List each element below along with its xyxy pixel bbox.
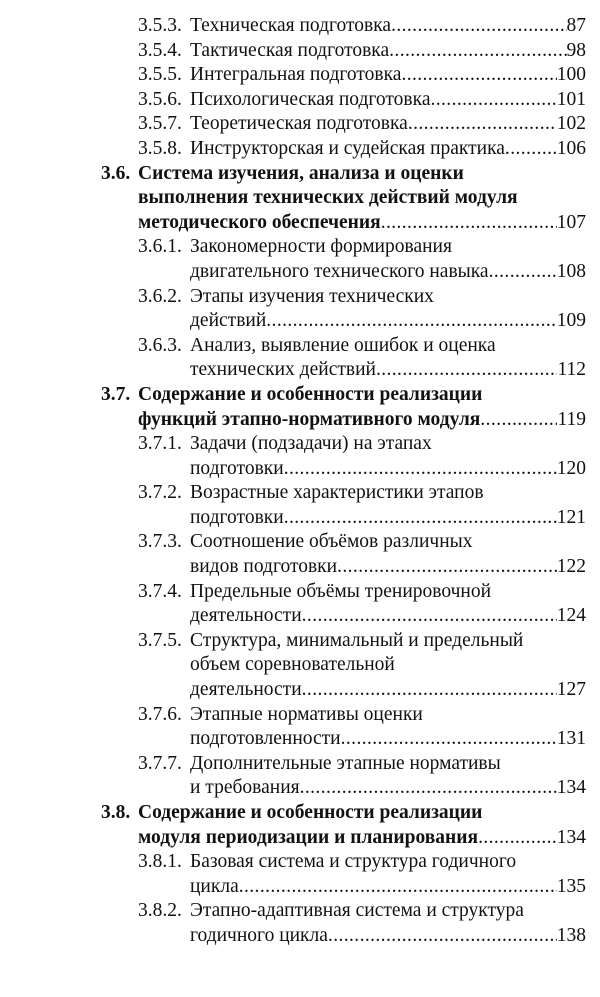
- toc-entry-number: 3.6.: [101, 162, 131, 184]
- toc-entry-line: [0, 358, 600, 383]
- toc-entry-title: методического обеспечения: [138, 211, 381, 233]
- toc-entry-title: и требования: [190, 777, 300, 799]
- toc-entry-title: действий: [190, 310, 267, 332]
- toc-subsection-entry[interactable]: [0, 432, 600, 481]
- toc-entry-title: цикла: [190, 875, 239, 897]
- toc-entry-number: 3.6.1.: [138, 236, 182, 258]
- toc-subsection-entry[interactable]: [0, 137, 600, 162]
- toc-dot-leader: [284, 457, 557, 482]
- toc-page-number: 135: [556, 875, 586, 897]
- toc-subsection-entry[interactable]: [0, 39, 600, 64]
- toc-entry-title: деятельности: [190, 679, 302, 701]
- toc-page-number: 134: [556, 826, 586, 848]
- toc-entry-title: технических действий: [190, 359, 376, 381]
- toc-entry-line: [0, 432, 600, 457]
- toc-entry-title: видов подготовки: [190, 556, 338, 578]
- toc-dot-leader: [328, 924, 557, 949]
- toc-page-number: 127: [556, 679, 586, 701]
- toc-entry-number: 3.5.5.: [138, 64, 182, 86]
- toc-entry-line: [0, 334, 600, 359]
- toc-subsection-entry[interactable]: [0, 850, 600, 899]
- toc-entry-line: [0, 112, 600, 137]
- toc-entry-line: [0, 14, 600, 39]
- toc-subsection-entry[interactable]: [0, 629, 600, 703]
- toc-subsection-entry[interactable]: [0, 530, 600, 579]
- toc-page-number: 121: [556, 506, 586, 528]
- toc-page-number: 98: [566, 39, 586, 61]
- toc-dot-leader: [302, 678, 557, 703]
- toc-entry-number: 3.8.: [101, 802, 131, 823]
- toc-entry-title: подготовки: [190, 506, 284, 528]
- toc-entry-number: 3.7.7.: [138, 752, 182, 774]
- toc-entry-line: [0, 186, 600, 211]
- toc-entry-line: [0, 801, 600, 826]
- toc-subsection-entry[interactable]: [0, 235, 600, 284]
- toc-entry-line: [0, 309, 600, 334]
- toc-entry-title: подготовленности: [190, 728, 341, 750]
- toc-dot-leader: [489, 260, 557, 285]
- toc-entry-line: [0, 457, 600, 482]
- toc-subsection-entry[interactable]: [0, 481, 600, 530]
- toc-dot-leader: [401, 63, 556, 88]
- toc-subsection-entry[interactable]: [0, 285, 600, 334]
- toc-entry-number: 3.7.6.: [138, 703, 182, 725]
- toc-entry-title: двигательного технического навыка: [190, 260, 489, 282]
- toc-subsection-entry[interactable]: [0, 112, 600, 137]
- toc-entry-title: подготовки: [190, 457, 284, 479]
- toc-entry-title: Содержание и особенности реализации: [138, 383, 483, 405]
- toc-entry-line: [0, 530, 600, 555]
- toc-dot-leader: [408, 112, 557, 137]
- toc-page-number: 102: [556, 113, 586, 135]
- toc-entry-number: 3.7.5.: [138, 629, 182, 651]
- toc-entry-number: 3.7.3.: [138, 531, 182, 553]
- toc-page-number: 119: [557, 408, 586, 430]
- toc-entry-line: [0, 727, 600, 752]
- toc-entry-line: [0, 776, 600, 801]
- toc-dot-leader: [505, 137, 557, 162]
- toc-entry-line: [0, 752, 600, 777]
- toc-page-number: 138: [556, 924, 586, 946]
- toc-entry-line: [0, 850, 600, 875]
- toc-entry-line: [0, 235, 600, 260]
- toc-page-number: 108: [556, 260, 586, 282]
- toc-entry-title: Дополнительные этапные нормативы: [190, 752, 501, 774]
- toc-entry-line: [0, 260, 600, 285]
- toc-entry-title: Анализ, выявление ошибок и оценка: [190, 334, 496, 356]
- toc-entry-title: объем соревновательной: [190, 654, 395, 676]
- toc-entry-line: [0, 678, 600, 703]
- toc-entry-line: [0, 285, 600, 310]
- toc-entry-title: Этапно-адаптивная система и структура: [190, 900, 524, 922]
- toc-entry-title: Психологическая подготовка: [190, 88, 431, 110]
- toc-entry-title: Инструкторская и судейская практика: [190, 137, 505, 159]
- toc-entry-title: годичного цикла: [190, 924, 328, 946]
- toc-dot-leader: [376, 358, 558, 383]
- toc-entry-line: [0, 555, 600, 580]
- toc-entry-title: Система изучения, анализа и оценки: [138, 162, 464, 184]
- toc-entry-line: [0, 924, 600, 949]
- toc-page-number: 122: [556, 556, 586, 578]
- toc-subsection-entry[interactable]: [0, 63, 600, 88]
- toc-entry-title: Задачи (подзадачи) на этапах: [190, 433, 432, 455]
- toc-entry-title: Содержание и особенности реализации: [138, 802, 483, 823]
- toc-entry-number: 3.5.7.: [138, 113, 182, 135]
- toc-dot-leader: [341, 727, 557, 752]
- toc-page-number: 100: [556, 64, 586, 86]
- toc-entry-title: Этапные нормативы оценки: [190, 703, 423, 725]
- toc-dot-leader: [430, 88, 556, 113]
- toc-entry-line: [0, 137, 600, 162]
- toc-dot-leader: [302, 604, 557, 629]
- toc-entry-title: функций этапно-нормативного модуля: [138, 408, 481, 430]
- toc-entry-line: [0, 653, 600, 678]
- toc-entry-line: [0, 703, 600, 728]
- toc-page-number: 101: [556, 88, 586, 110]
- toc-dot-leader: [284, 506, 557, 531]
- toc-entry-number: 3.8.1.: [138, 851, 182, 873]
- toc-entry-line: [0, 63, 600, 88]
- toc-entry-number: 3.7.4.: [138, 580, 182, 602]
- toc-subsection-entry[interactable]: [0, 703, 600, 752]
- toc-page-number: 107: [556, 211, 586, 233]
- table-of-contents: [0, 14, 600, 949]
- toc-entry-line: [0, 604, 600, 629]
- toc-dot-leader: [239, 875, 557, 900]
- toc-entry-title: Возрастные характеристики этапов: [190, 482, 484, 504]
- toc-entry-title: Закономерности формирования: [190, 236, 452, 258]
- toc-entry-number: 3.5.8.: [138, 137, 182, 159]
- toc-entry-line: [0, 408, 600, 433]
- toc-dot-leader: [391, 14, 566, 39]
- toc-entry-line: [0, 580, 600, 605]
- toc-entry-title: Соотношение объёмов различных: [190, 531, 473, 553]
- toc-dot-leader: [389, 39, 566, 64]
- toc-subsection-entry[interactable]: [0, 580, 600, 629]
- toc-entry-number: 3.7.2.: [138, 482, 182, 504]
- toc-page-number: 124: [556, 605, 586, 627]
- toc-subsection-entry[interactable]: [0, 14, 600, 39]
- toc-entry-title: Предельные объёмы тренировочной: [190, 580, 492, 602]
- toc-entry-line: [0, 506, 600, 531]
- toc-entry-title: Структура, минимальный и предельный: [190, 629, 524, 651]
- toc-entry-title: Базовая система и структура годичного: [190, 851, 517, 873]
- toc-entry-title: Этапы изучения технических: [190, 285, 434, 307]
- toc-entry-title: Тактическая подготовка: [190, 39, 390, 61]
- toc-entry-title: выполнения технических действий модуля: [138, 187, 518, 209]
- toc-entry-number: 3.7.: [101, 383, 131, 405]
- toc-section-entry[interactable]: [0, 162, 600, 236]
- toc-subsection-entry[interactable]: [0, 334, 600, 383]
- toc-subsection-entry[interactable]: [0, 899, 600, 948]
- toc-entry-title: Техническая подготовка: [190, 15, 392, 36]
- toc-dot-leader: [480, 408, 557, 433]
- toc-entry-line: [0, 875, 600, 900]
- toc-page-number: 109: [556, 310, 586, 332]
- toc-entry-number: 3.5.4.: [138, 39, 182, 61]
- toc-entry-line: [0, 88, 600, 113]
- toc-entry-title: деятельности: [190, 605, 302, 627]
- toc-page-number: 112: [557, 359, 586, 381]
- toc-entry-number: 3.6.2.: [138, 285, 182, 307]
- toc-dot-leader: [337, 555, 557, 580]
- toc-section-entry[interactable]: [0, 383, 600, 432]
- toc-entry-line: [0, 899, 600, 924]
- toc-page-number: 131: [556, 728, 586, 750]
- toc-entry-number: 3.7.1.: [138, 433, 182, 455]
- toc-entry-line: [0, 39, 600, 64]
- toc-entry-line: [0, 211, 600, 236]
- toc-entry-line: [0, 826, 600, 851]
- toc-dot-leader: [266, 309, 556, 334]
- toc-dot-leader: [478, 826, 557, 851]
- toc-entry-number: 3.5.6.: [138, 88, 182, 110]
- toc-page-number: 120: [556, 457, 586, 479]
- toc-entry-number: 3.8.2.: [138, 900, 182, 922]
- toc-page-number: 106: [556, 137, 586, 159]
- toc-entry-number: 3.5.3.: [138, 15, 182, 36]
- toc-section-entry[interactable]: [0, 801, 600, 850]
- toc-entry-line: [0, 383, 600, 408]
- toc-entry-title: Теоретическая подготовка: [190, 113, 408, 135]
- toc-entry-line: [0, 629, 600, 654]
- toc-dot-leader: [300, 776, 557, 801]
- toc-entry-number: 3.6.3.: [138, 334, 182, 356]
- toc-subsection-entry[interactable]: [0, 752, 600, 801]
- toc-entry-title: Интегральная подготовка: [190, 64, 402, 86]
- toc-entry-line: [0, 481, 600, 506]
- toc-subsection-entry[interactable]: [0, 88, 600, 113]
- toc-entry-line: [0, 162, 600, 187]
- toc-entry-title: модуля периодизации и планирования: [138, 826, 479, 848]
- toc-page-number: 87: [566, 15, 586, 36]
- toc-page-number: 134: [556, 777, 586, 799]
- toc-dot-leader: [381, 211, 557, 236]
